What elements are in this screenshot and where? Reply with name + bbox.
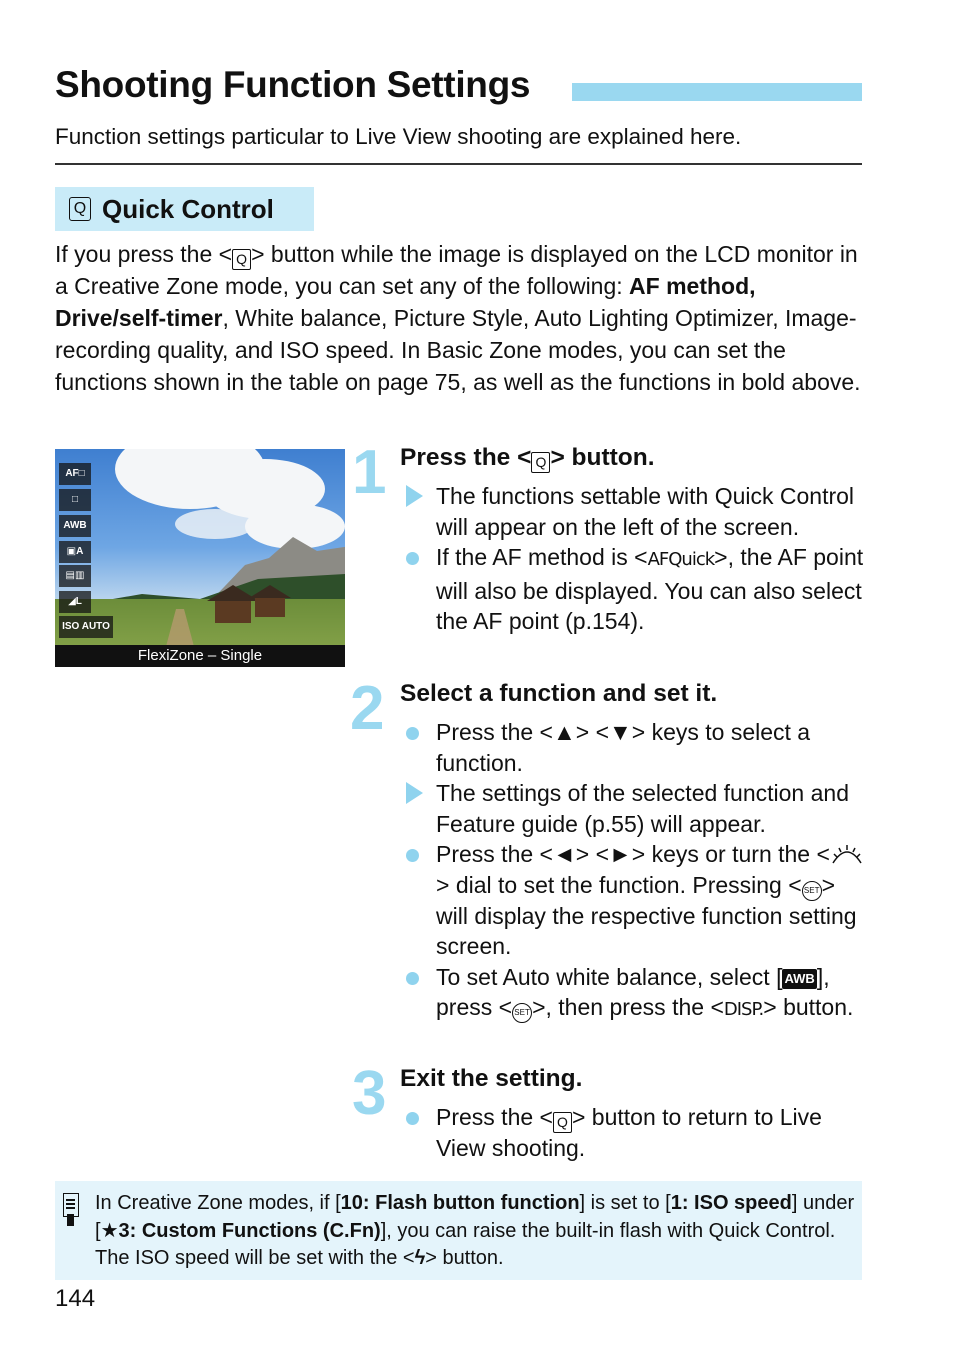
note-text-part: ] under [ — [95, 1192, 855, 1242]
list-item — [400, 481, 870, 542]
result-triangle-icon — [406, 782, 423, 804]
note-text-part: > button. — [425, 1247, 504, 1269]
main-dial-icon — [830, 842, 864, 864]
section-header-quick-control — [55, 187, 314, 231]
list-item-text: ], press < — [436, 963, 830, 1020]
list-item-text: The settings of the selected function and Feature guide (p.55) will appear. — [436, 780, 849, 837]
list-item-text: To set Auto white balance, select [ — [436, 963, 783, 990]
note-bold-text: 10: Flash button function — [340, 1192, 580, 1214]
list-item-text: >, the AF point will also be displayed. You can also select the AF point (p.154). — [436, 544, 864, 634]
list-item — [400, 962, 870, 1026]
title-accent-bar — [572, 83, 862, 101]
list-item — [400, 839, 870, 962]
intro-text: , White balance, Picture Style, Auto Lighting Optimizer, Image-recording quality, and ISO speed. In Basic Zone modes, you can set the functions shown in the table on page 75, as well as the functions in bold above. — [55, 305, 861, 395]
note-text-part: ] is set to [ — [579, 1192, 671, 1214]
list-item-text: Press the <▲> <▼> keys to select a function. — [436, 719, 811, 776]
af-method-icon: AF□ — [59, 463, 91, 485]
intro-text: > button while the image is displayed on the LCD monitor in a Creative Zone mode, you can set any of the following: — [55, 241, 858, 299]
intro-bold-text: AF method, Drive/self-timer — [55, 273, 756, 331]
list-item — [400, 542, 870, 637]
list-item — [400, 778, 870, 839]
note-text-part: ], you can raise the built-in flash with Quick Control. The ISO speed will be set with the < — [95, 1219, 836, 1269]
note-bold-text: ★3: Custom Functions (C.Fn) — [100, 1219, 381, 1242]
intro-text: If you press the < — [55, 241, 233, 267]
disp-button-icon: DISP. — [723, 999, 764, 1020]
af-quick-icon: AFQuick — [647, 549, 715, 570]
list-item-text: > button. — [763, 994, 854, 1020]
intro-paragraph — [55, 238, 865, 398]
barn — [215, 599, 251, 623]
quick-control-icon: Q — [69, 197, 91, 221]
bullet-dot-icon — [406, 552, 419, 565]
iso-speed-icon: ISO AUTO — [59, 616, 113, 638]
list-item — [400, 1102, 870, 1164]
screen-caption: FlexiZone – Single — [55, 645, 345, 667]
q-button-icon: Q — [531, 452, 550, 473]
lcd-screen-image — [55, 449, 345, 667]
page-title: Shooting Function Settings — [55, 64, 531, 105]
list-item-text: The functions settable with Quick Control will appear on the left of the screen. — [436, 483, 855, 540]
result-triangle-icon — [406, 485, 423, 507]
note-bold-text: 1: ISO speed — [670, 1192, 792, 1214]
quick-control-side-panel — [55, 461, 110, 651]
bullet-dot-icon — [406, 972, 419, 985]
auto-lighting-optimizer-icon: ▤▥ — [59, 565, 91, 587]
barn — [255, 597, 285, 617]
awb-icon: AWB — [782, 969, 816, 989]
list-item-text: If the AF method is < — [436, 544, 648, 570]
note-text — [95, 1190, 855, 1273]
note-box — [55, 1181, 862, 1280]
step-number-2: 2 — [350, 674, 385, 743]
cloud — [175, 509, 255, 539]
picture-style-icon: ▣A — [59, 541, 91, 563]
step-1-title — [400, 444, 655, 473]
list-item-text: > button to return to Live View shooting. — [436, 1104, 822, 1161]
list-item-text: > dial to set the function. Pressing < — [436, 871, 802, 898]
list-item-text: Press the < — [436, 1104, 553, 1130]
step-1-list — [400, 481, 870, 637]
list-item-text: Press the <◄> <►> keys or turn the < — [436, 841, 830, 867]
page-number: 144 — [55, 1285, 96, 1312]
bullet-dot-icon — [406, 849, 419, 862]
step-title-text: Press the < — [400, 444, 532, 471]
q-button-icon: Q — [553, 1112, 572, 1133]
memo-icon — [63, 1193, 79, 1217]
step-2-list — [400, 717, 870, 1026]
step-number-1: 1 — [352, 438, 387, 507]
set-button-icon: SET — [512, 1003, 532, 1023]
list-item — [400, 717, 870, 778]
set-button-icon: SET — [802, 881, 822, 901]
step-number-3: 3 — [352, 1059, 387, 1128]
bullet-dot-icon — [406, 727, 419, 740]
step-title-text: > button. — [550, 444, 655, 471]
drive-mode-icon: □ — [59, 489, 91, 511]
step-2-title: Select a function and set it. — [400, 680, 718, 707]
page-subtitle: Function settings particular to Live View shooting are explained here. — [55, 124, 742, 149]
step-3-list — [400, 1102, 870, 1164]
image-quality-icon: ◢L — [59, 591, 91, 613]
note-text-part: In Creative Zone modes, if [ — [95, 1192, 341, 1214]
list-item-text: > will display the respective function setting screen. — [436, 871, 857, 959]
list-item-text: >, then press the < — [532, 994, 724, 1020]
q-button-icon: Q — [232, 249, 251, 270]
bullet-dot-icon — [406, 1112, 419, 1125]
section-title: Quick Control — [102, 193, 274, 224]
step-3-title: Exit the setting. — [400, 1065, 583, 1092]
divider — [55, 163, 862, 165]
flash-icon: ϟ — [414, 1247, 426, 1269]
white-balance-icon: AWB — [59, 515, 91, 537]
